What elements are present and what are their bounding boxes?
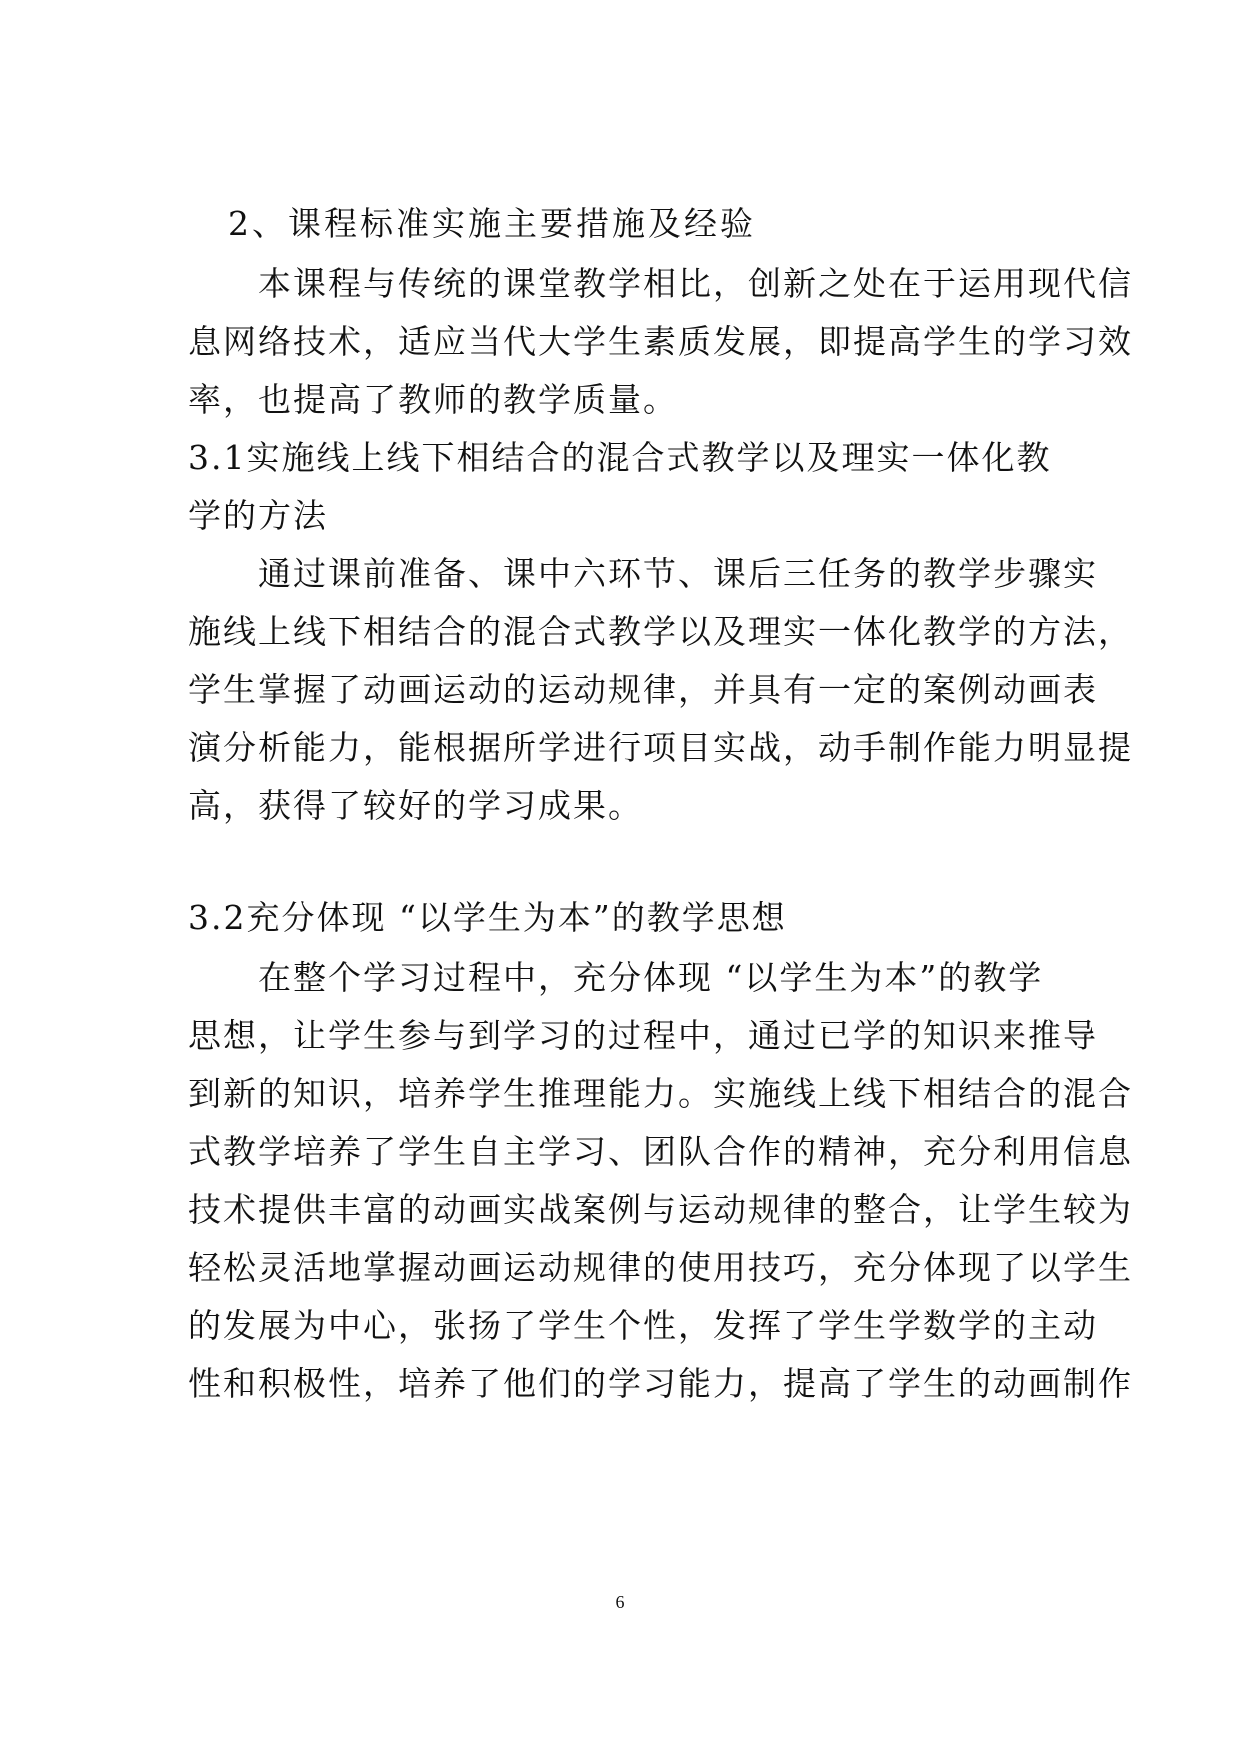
- paragraph-line: 施线上线下相结合的混合式教学以及理实一体化教学的方法，: [188, 612, 1133, 651]
- paragraph-line: 到新的知识，培养学生推理能力。实施线上线下相结合的混合: [188, 1074, 1133, 1113]
- paragraph-line: 学生掌握了动画运动的运动规律，并具有一定的案例动画表: [188, 670, 1098, 709]
- paragraph-line: 演分析能力，能根据所学进行项目实战，动手制作能力明显提: [188, 728, 1133, 767]
- paragraph-line: 轻松灵活地掌握动画运动规律的使用技巧，充分体现了以学生: [188, 1248, 1133, 1287]
- subsection-heading: 3.1实施线上线下相结合的混合式教学以及理实一体化教: [188, 438, 1052, 477]
- paragraph-line: 通过课前准备、课中六环节、课后三任务的教学步骤实: [258, 554, 1098, 593]
- section-heading: 2、课程标准实施主要措施及经验: [228, 204, 756, 243]
- paragraph-line: 在整个学习过程中，充分体现 “以学生为本”的教学: [258, 958, 1044, 997]
- subsection-heading: 学的方法: [188, 496, 328, 535]
- paragraph-line: 的发展为中心，张扬了学生个性，发挥了学生学数学的主动: [188, 1306, 1098, 1345]
- paragraph-line: 性和积极性，培养了他们的学习能力，提高了学生的动画制作: [188, 1364, 1133, 1403]
- paragraph-line: 本课程与传统的课堂教学相比，创新之处在于运用现代信: [258, 264, 1133, 303]
- page-number: 6: [615, 1592, 625, 1612]
- paragraph-line: 率，也提高了教师的教学质量。: [188, 380, 678, 419]
- paragraph-line: 技术提供丰富的动画实战案例与运动规律的整合，让学生较为: [188, 1190, 1133, 1229]
- paragraph-line: 思想，让学生参与到学习的过程中，通过已学的知识来推导: [188, 1016, 1098, 1055]
- subsection-heading: 3.2充分体现 “以学生为本”的教学思想: [188, 898, 787, 937]
- paragraph-line: 息网络技术，适应当代大学生素质发展，即提高学生的学习效: [188, 322, 1133, 361]
- paragraph-line: 高，获得了较好的学习成果。: [188, 786, 643, 825]
- paragraph-line: 式教学培养了学生自主学习、团队合作的精神，充分利用信息: [188, 1132, 1133, 1171]
